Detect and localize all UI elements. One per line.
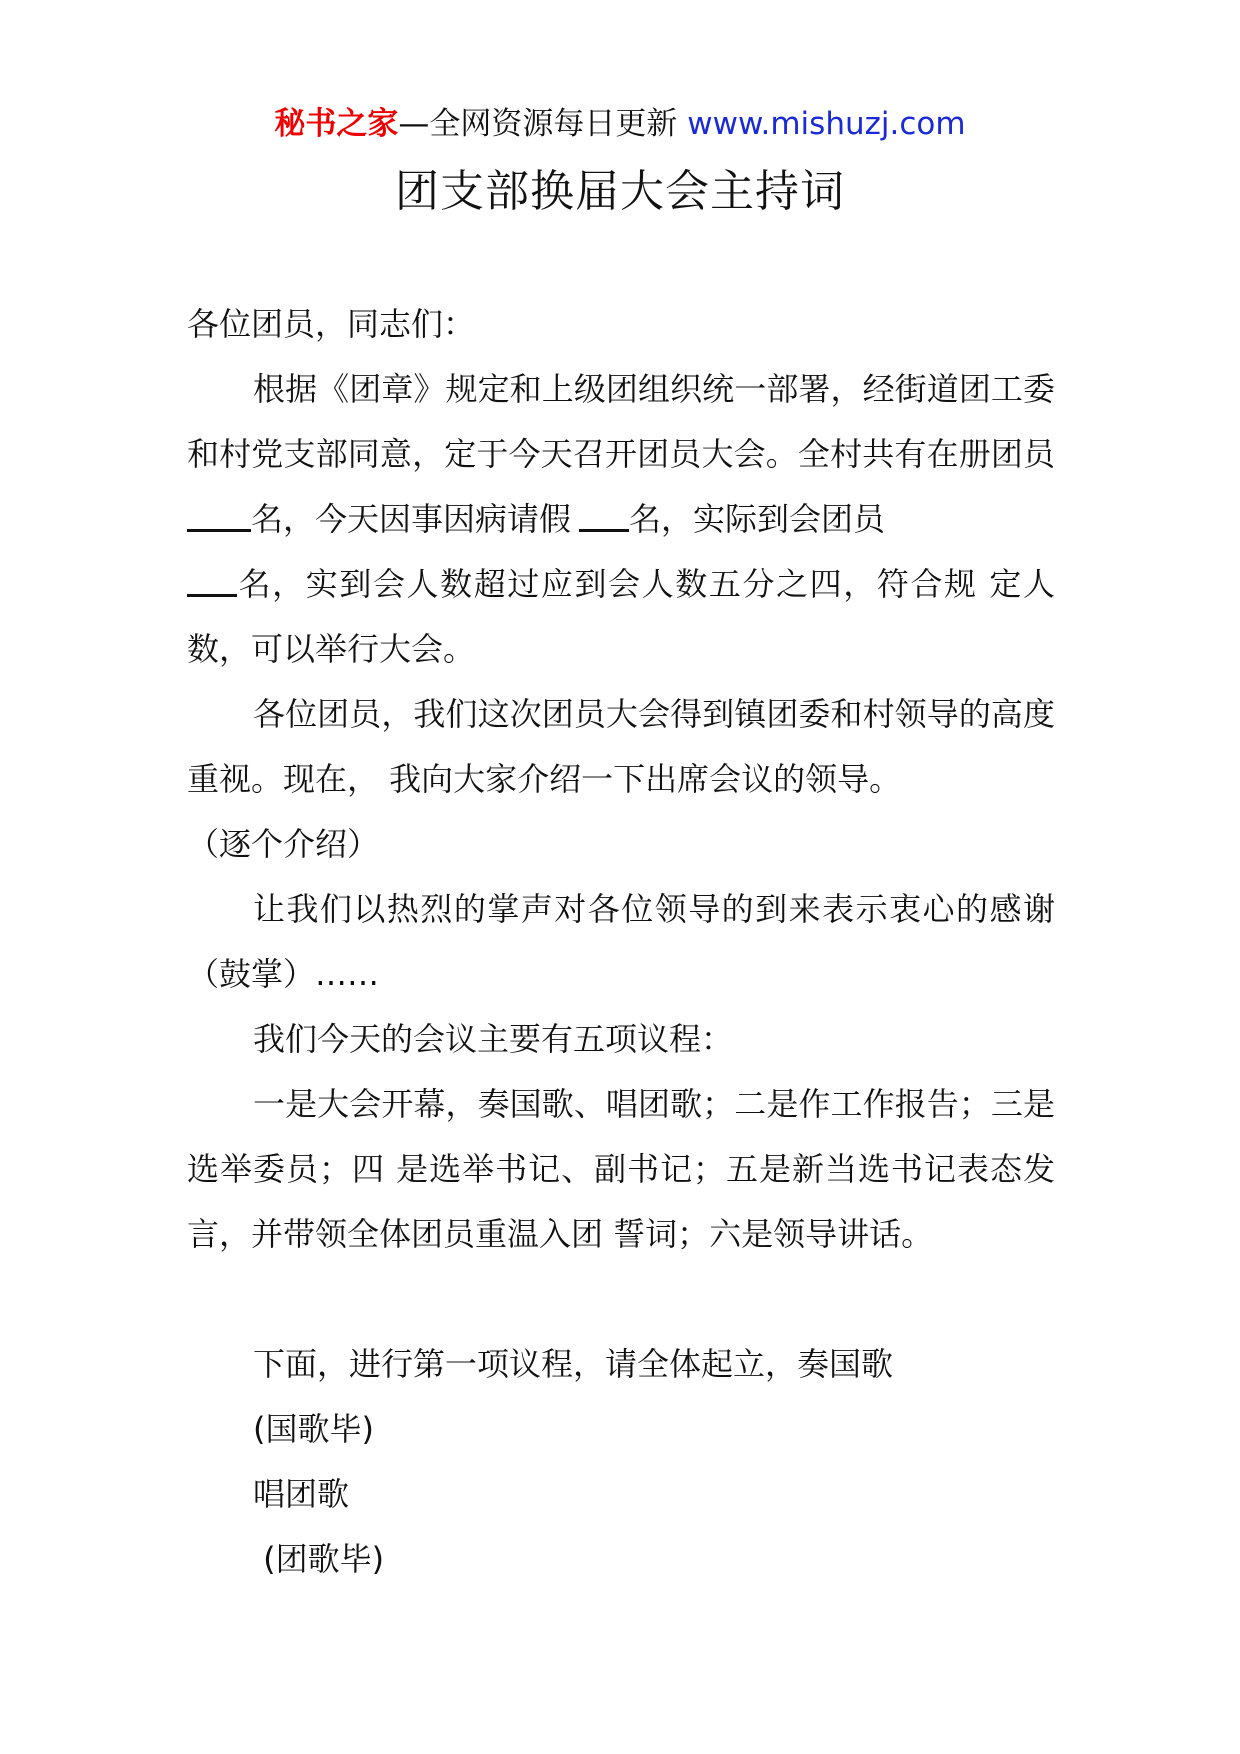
document-body [187,292,1055,1592]
paragraph-opening-part-a: 根据《团章》规定和上级团组织统一部署，经街道团工委和村党支部同意，定于今天召开团员大会。全村共有在册团员 [187,370,1055,473]
brand-name: 秘书之家 [274,106,399,142]
paragraph-sing-league-song: 唱团歌 [253,1475,350,1513]
paragraph-opening [187,357,1055,682]
fill-in-blank [187,564,237,597]
paragraph-agenda-items: 一是大会开幕，奏国歌、唱团歌；二是作工作报告；三是选举委员；四 是选举书记、副书记；五是新当选书记表态发言，并带领全体团员重温入团 誓词；六是领导讲话。 [187,1085,1055,1253]
stage-note-anthem: (国歌毕) [253,1410,374,1448]
paragraph-introduction-note: （逐个介绍） [187,825,380,863]
site-url-link[interactable]: www.mishuzj.com [687,106,966,142]
paragraph-opening-part-c: 名，实际到会团员 [629,500,886,538]
greeting: 各位团员，同志们： [187,305,476,343]
paragraph-thanks: 让我们以热烈的掌声对各位领导的到来表示衷心的感谢（鼓掌）…… [187,890,1055,993]
document-title: 团支部换届大会主持词 [395,166,845,217]
paragraph-opening-part-b: 名，今天因事因病请假 [251,500,572,538]
site-header [0,102,1240,146]
spacer [187,1267,1055,1332]
paragraph-agenda-intro: 我们今天的会议主要有五项议程： [253,1020,734,1058]
fill-in-blank [579,499,629,532]
paragraph-opening-part-d: 名，实到会人数超过应到会人数五分之四，符合规 定人数，可以举行大会。 [187,565,1055,668]
paragraph-introduction: 各位团员，我们这次团员大会得到镇团委和村领导的高度重视。现在， 我向大家介绍一下出席会议的领导。 [187,695,1055,798]
fill-in-blank [187,499,251,532]
brand-slogan: —全网资源每日更新 [398,106,678,142]
paragraph-first-item: 下面，进行第一项议程，请全体起立，奏国歌 [253,1345,894,1383]
stage-note-league-song: (团歌毕) [253,1540,385,1578]
